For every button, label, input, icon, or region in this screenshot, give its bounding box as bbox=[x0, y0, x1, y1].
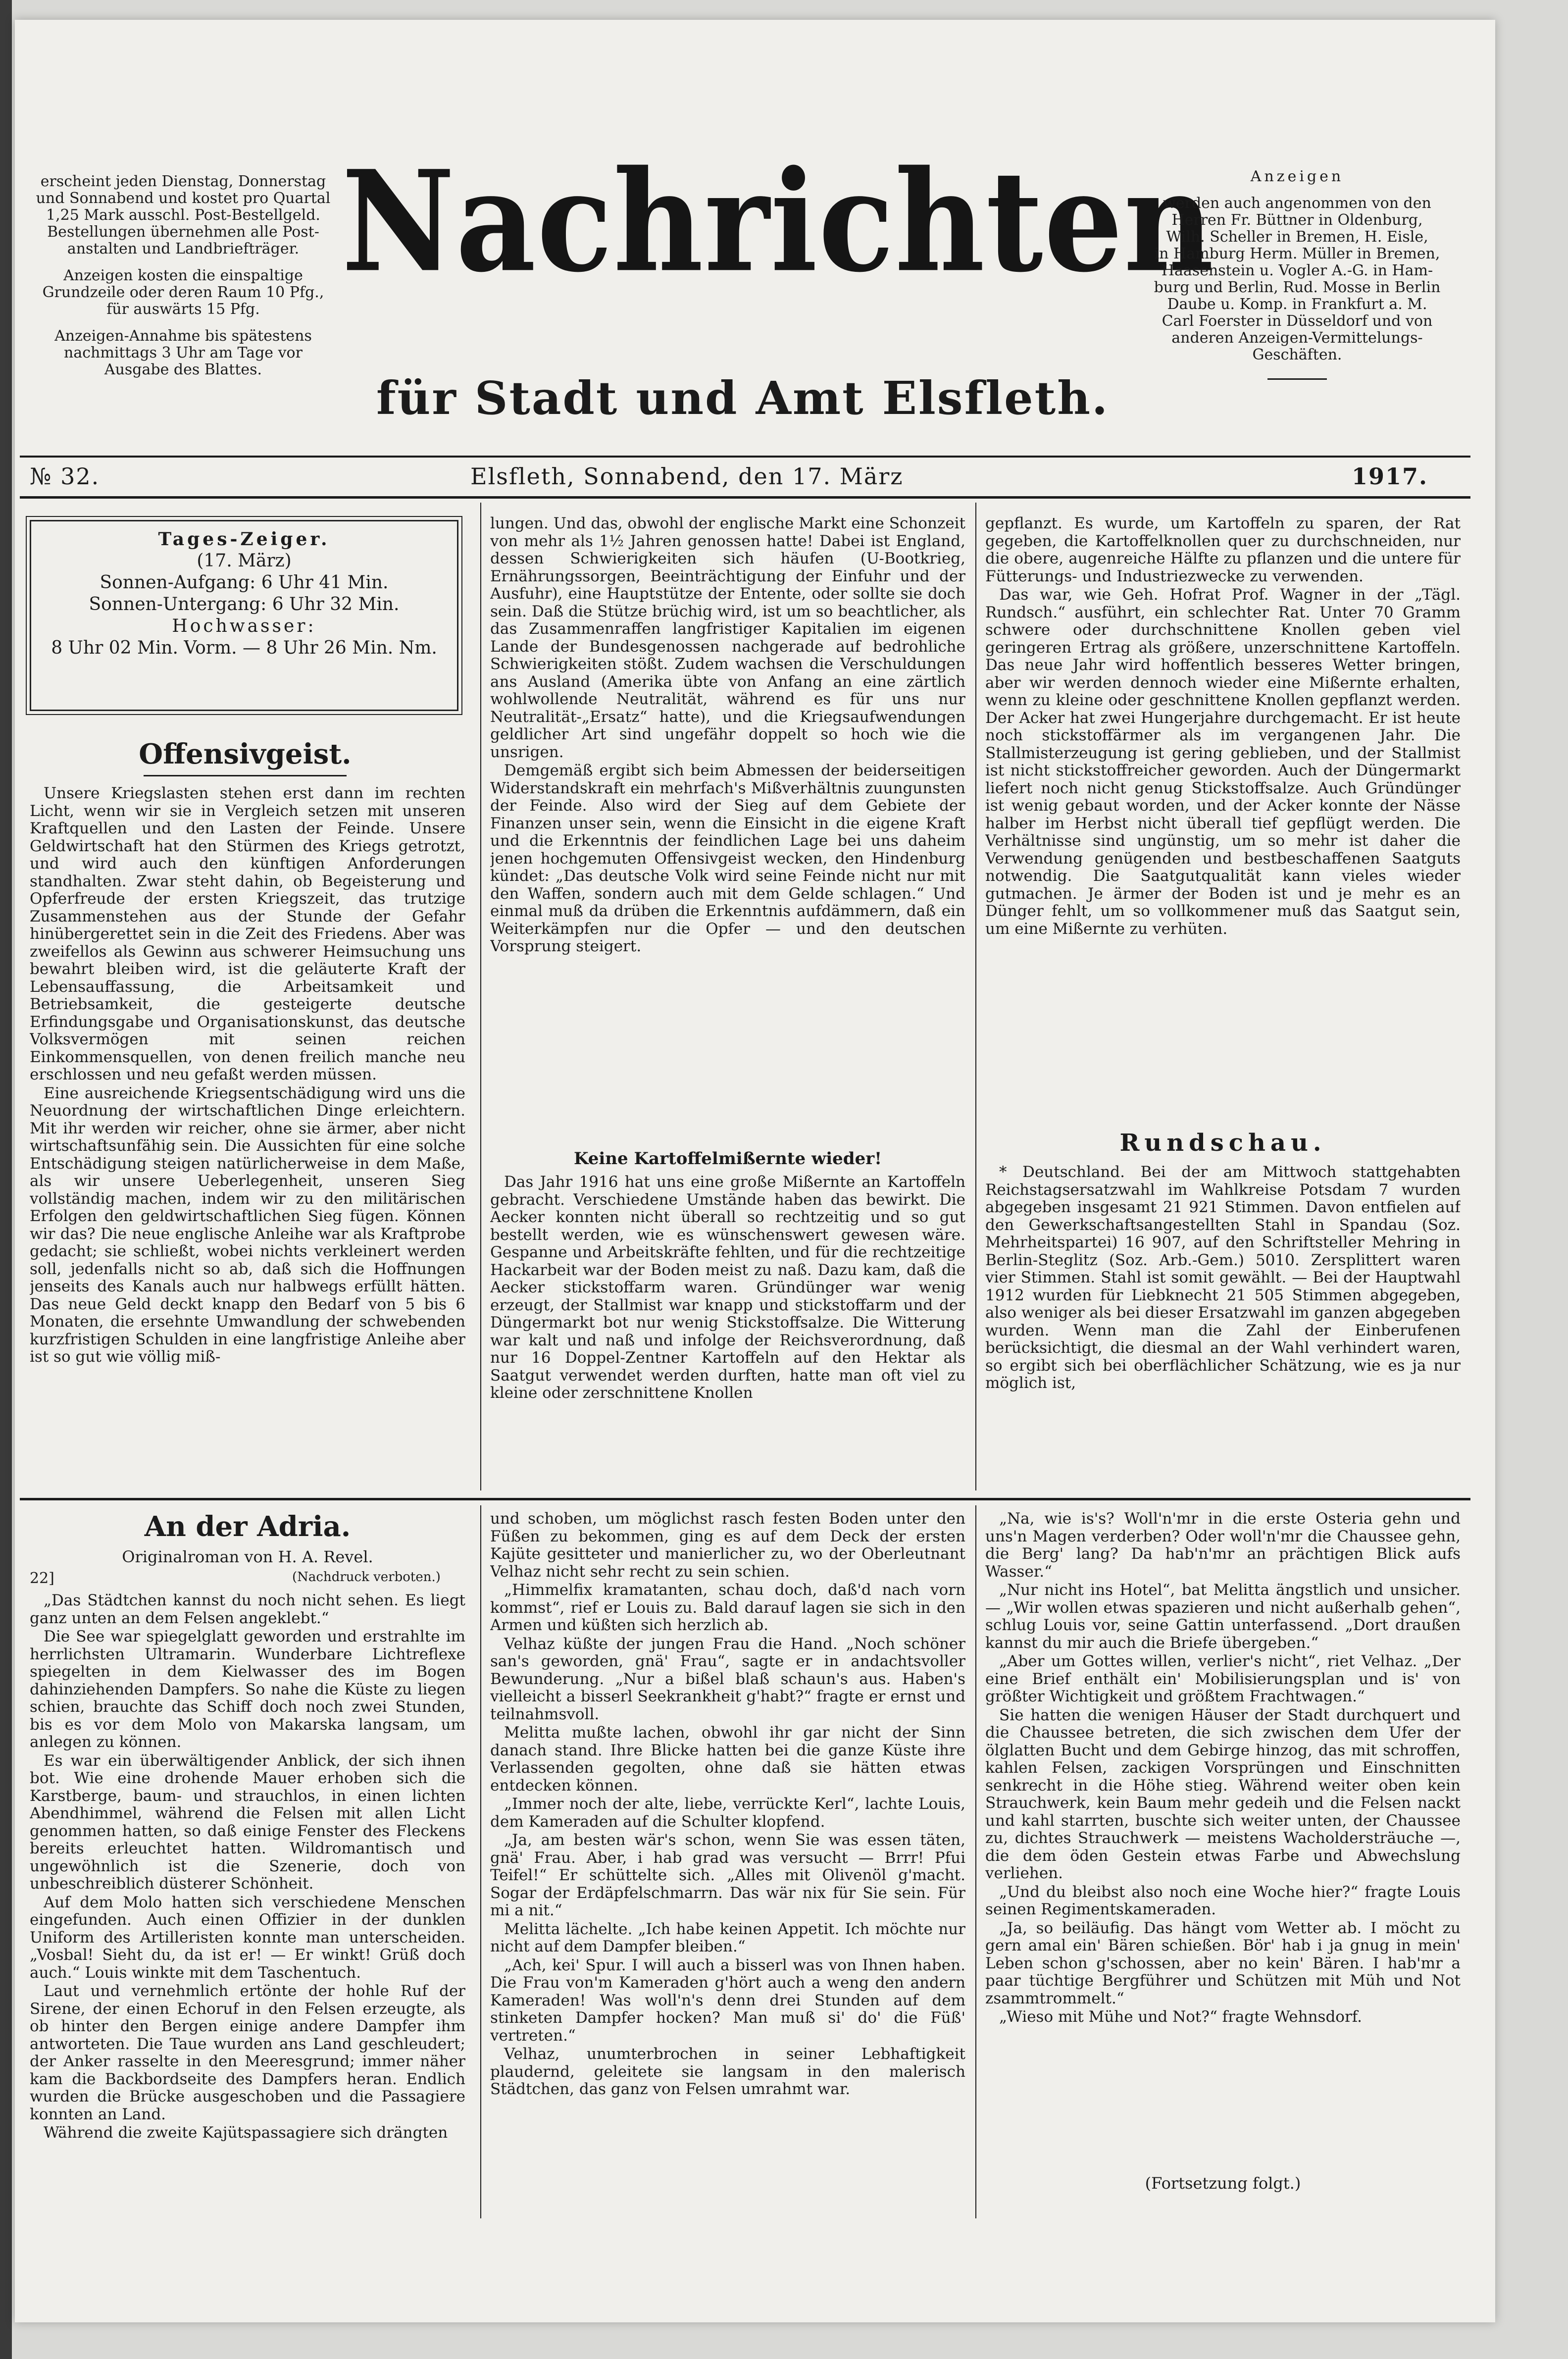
ear-line: Anzeigen kosten die einspaltige bbox=[63, 267, 303, 284]
paragraph: Velhaz küßte der jungen Frau die Hand. „Noch schöner san's geworden, gnä' Frau“, sagte er in andachtsvoller Bewunderung. „Nur a bißel blaß schaun's aus. Haben's vielleicht a bisserl Seekrankheit g'habt?“ fragte er ernst und teilnahmsvoll. bbox=[490, 1635, 965, 1723]
paragraph: lungen. Und das, obwohl der englische Markt eine Schonzeit von mehr als 1½ Jahren genossen hatte! Dabei ist England, dessen Schwierigkeiten sich häufen (U-Bootkrieg, Ernährungssorgen, Beeinträchtigung der Einfuhr und der Ausfuhr), eine Hauptstütze der Entente, oder sollte sie doch sein. Daß die Stütze brüchig wird, ist um so beachtlicher, als das Zusammenraffen langfristiger Kapitalien im eigenen Lande der Bundesgenossen nachgerade auf bedrohliche Schwierigkeiten stößt. Zudem wachsen die Verschuldungen ans Ausland (Amerika übte von Anfang an eine zärtlich wohlwollende Neutralität, während es für uns nur Neutralität-„Ersatz“ hatte), und die Kriegsaufwendungen geldlicher Art sind ungefähr doppelt so hoch wie die unsrigen. bbox=[490, 515, 965, 761]
ear-line: in Hamburg Herm. Müller in Bremen, bbox=[1154, 245, 1440, 262]
column-rule bbox=[480, 1505, 481, 2218]
dateline-bottom-rule bbox=[20, 496, 1470, 499]
almanac-tide: 8 Uhr 02 Min. Vorm. — 8 Uhr 26 Min. Nm. bbox=[51, 638, 437, 658]
paragraph: „Immer noch der alte, liebe, verrückte Kerl“, lachte Louis, dem Kameraden auf die Schulter klopfend. bbox=[490, 1795, 965, 1831]
ear-line: Carl Foerster in Düsseldorf und von bbox=[1162, 312, 1433, 330]
ear-line: Grundzeile oder deren Raum 10 Pfg., bbox=[42, 284, 324, 301]
paragraph: Das war, wie Geh. Hofrat Prof. Wagner in der „Tägl. Rundsch.“ ausführt, ein schlechter Rat. Unter 70 Gramm schwere oder durchschnittene Knollen geben viel geringeren Ertrag als größere, unzerschnittene Kartoffeln. Das neue Jahr wird hoffentlich besseres Wetter bringen, aber wir werden dennoch wieder eine Mißernte erhalten, wenn zu kleine oder geschnittene Knollen gepflanzt werden. Der Acker hat zwei Hungerjahre durchgemacht. Er ist heute noch stickstoffärmer als im vergangenen Jahr. Die Stallmisterzeugung ist gering geblieben, und der Stallmist ist nicht stickstoffreicher geworden. Auch der Düngermarkt liefert noch nicht genug Stickstoffsalze. Auch Gründünger ist wenig gebaut worden, und der Acker konnte der Nässe halber im Herbst nicht überall tief gepflügt werden. Die Verhältnisse sind ungünstig, um so mehr ist daher die Verwendung genügenden und bestbeschaffenen Saatguts notwendig. Die Saatgutqualität kann vieles wieder gutmachen. Je ärmer der Boden ist und je mehr es an Dünger fehlt, um so vollkommener muß das Saatgut sein, um eine Mißernte zu verhüten. bbox=[985, 586, 1461, 938]
feuilleton-rule bbox=[20, 1498, 1470, 1500]
ear-line: Haasenstein u. Vogler A.-G. in Ham- bbox=[1161, 262, 1433, 279]
title-underline bbox=[144, 775, 347, 776]
ear-line: werden auch angenommen von den bbox=[1163, 195, 1431, 212]
ear-line: für auswärts 15 Pfg. bbox=[106, 301, 260, 318]
divider bbox=[1267, 378, 1327, 380]
book-spine-edge bbox=[0, 0, 12, 2359]
paragraph: „Himmelfix kramatanten, schau doch, daß'd nach vorn kommst“, rief er Louis zu. Bald darauf lagen sie sich in den Armen und küßten sich herzlich ab. bbox=[490, 1581, 965, 1634]
paragraph: „Ach, kei' Spur. I will auch a bisserl was von Ihnen haben. Die Frau von'm Kameraden g'hört auch a weng den andern Kameraden! Was woll'n's denn drei Stunden auf dem stinketen Dampfer hocken? Man muß si' do' die Füß' vertreten.“ bbox=[490, 1956, 965, 2045]
ear-line: Herren Fr. Büttner in Oldenburg, bbox=[1171, 211, 1423, 229]
daily-almanac-box bbox=[30, 520, 458, 711]
almanac-sunrise: Sonnen-Aufgang: 6 Uhr 41 Min. bbox=[100, 572, 389, 593]
paragraph: Es war ein überwältigender Anblick, der sich ihnen bot. Wie eine drohende Mauer erhoben sich die Karstberge, baum- und strauchlos, in einen lichten Abendhimmel, während die Felsen mit allen Licht genommen hatten, so daß einige Fenster des Fleckens bereits erleuchtet hatten. Wildromantisch und ungewöhnlich ist die Szenerie, doch von unbeschreiblich düsterer Schönheit. bbox=[30, 1751, 465, 1893]
issue-number: № 32. bbox=[30, 463, 100, 490]
paragraph: Melitta lächelte. „Ich habe keinen Appetit. Ich möchte nur nicht auf dem Dampfer bleiben.“ bbox=[490, 1920, 965, 1955]
paragraph: „Und du bleibst also noch eine Woche hier?“ fragte Louis seinen Regimentskameraden. bbox=[985, 1883, 1461, 1918]
ear-heading: Anzeigen bbox=[1250, 168, 1344, 185]
issue-year: 1917. bbox=[1352, 463, 1428, 490]
article-continuation bbox=[985, 515, 1461, 1124]
paragraph: Das Jahr 1916 hat uns eine große Mißernte an Kartoffeln gebracht. Verschiedene Umstände haben das bewirkt. Die Aecker konnten nicht überall so rechtzeitig und so gut bestellt werden, wie es wünschenswert gewesen wäre. Gespanne und Arbeitskräfte fehlten, und für die rechtzeitige Hackarbeit war der Boden meist zu naß. Dazu kam, daß die Aecker stickstoffarm waren. Gründünger war wenig erzeugt, der Stallmist war knapp und stickstoffarm und der Düngermarkt bot nur wenig Stickstoffsalze. Die Witterung war kalt und naß und infolge der Reichsverordnung, daß nur 16 Doppel-Zentner Kartoffeln auf den Hektar als Saatgut verwendet werden durften, hatte man oft viel zu kleine oder zerschnittene Knollen bbox=[490, 1174, 965, 1402]
paragraph: „Ja, so beiläufig. Das hängt vom Wetter ab. I möcht zu gern amal ein' Bären schießen. Bör' hab i ja gnug in mein' Leben schon g'schossen, aber no kein' Bären. I hab'mr a paar tüchtige Bergführer und Schützen mit Müh und Not zsammtrommelt.“ bbox=[985, 1919, 1461, 2007]
ear-line: burg und Berlin, Rud. Mosse in Berlin bbox=[1154, 279, 1441, 296]
newspaper-page bbox=[15, 20, 1495, 2322]
ear-line: Wilh. Scheller in Bremen, H. Eisle, bbox=[1166, 228, 1428, 246]
ear-line: erscheint jeden Dienstag, Donnerstag bbox=[40, 173, 326, 190]
almanac-date: (17. März) bbox=[197, 551, 292, 571]
article-body bbox=[30, 785, 465, 1488]
almanac-tide-label: Hochwasser: bbox=[172, 616, 316, 636]
paragraph: Auf dem Molo hatten sich verschiedene Menschen eingefunden. Auch einen Offizier in der dunklen Uniform des Artilleristen konnte man unterscheiden. „Vosbal! Sieht du, da ist er! — Er winkt! Grüß doch auch.“ Louis winkte mit dem Taschentuch. bbox=[30, 1893, 465, 1982]
column-rule bbox=[975, 503, 976, 1490]
novel-body bbox=[30, 1592, 465, 2218]
ear-line: Daube u. Komp. in Frankfurt a. M. bbox=[1167, 296, 1427, 313]
ear-line: und Sonnabend und kostet pro Quartal bbox=[36, 190, 331, 207]
advertising-info bbox=[1139, 168, 1456, 380]
novel-body bbox=[490, 1510, 965, 2218]
paragraph: Die See war spiegelglatt geworden und erstrahlte im herrlichsten Ultramarin. Wunderbare Lichtreflexe spiegelten in dem Kielwasser des im Bogen dahinziehenden Dampfers. So nahe die Küste zu liegen schien, brauchte das Schiff doch noch zwei Stunden, bis es vor dem Molo von Makarska langsam, um anlegen zu können. bbox=[30, 1628, 465, 1751]
paragraph: Demgemäß ergibt sich beim Abmessen der beiderseitigen Widerstandskraft ein mehrfach's Mißverhältnis zuungunsten der Feinde. Also wird der Sieg auf dem Gebiete der Finanzen unser sein, wenn die Einsicht in die eigene Kraft und die Erkenntnis der feindlichen Lage bei uns daheim jenen hochgemuten Offensivgeist wecken, den Hindenburg kündet: „Das deutsche Volk wird seine Feinde nicht nur mit den Waffen, sondern auch mit dem Gelde schlagen.“ Und einmal muß da drüben die Erkenntnis aufdämmern, daß ein Weiterkämpfen nur die Opfer — und den deutschen Vorsprung steigert. bbox=[490, 762, 965, 955]
paragraph: „Na, wie is's? Woll'n'mr in die erste Osteria gehn und uns'n Magen verderben? Oder woll'n'mr die Chaussee gehn, die Berg' lang? Da hab'n'mr an prächtigen Blick aufs Wasser.“ bbox=[985, 1510, 1461, 1581]
paragraph: und schoben, um möglichst rasch festen Boden unter den Füßen zu bekommen, ging es auf dem Deck der ersten Kajüte gesitteter und manierlicher zu, wo der Oberleutnant Velhaz nicht sehr recht zu sein schien. bbox=[490, 1510, 965, 1581]
article-continuation bbox=[490, 515, 965, 1144]
paragraph: „Nur nicht ins Hotel“, bat Melitta ängstlich und unsicher. — „Wir wollen etwas spazieren und nicht außerhalb gehen“, schlug Louis vor, seine Gattin unterfassend. „Dort draußen kannst du mir auch die Briefe übergeben.“ bbox=[985, 1581, 1461, 1652]
ear-line: Anzeigen-Annahme bis spätestens bbox=[54, 327, 312, 345]
paragraph: Eine ausreichende Kriegsentschädigung wird uns die Neuordnung der wirtschaftlichen Dinge erleichtern. Mit ihr werden wir reicher, ohne sie ärmer, aber nicht wirtschaftsunfähig sein. Die Aussichten für eine solche Entschädigung steigen natürlicherweise in dem Maße, als wir unsere Ueberlegenheit, unseren Sieg vollständig machen, indem wir zu den militärischen Erfolgen den geldwirtschaftlichen Sieg fügen. Können wir das? Die neue englische Anleihe war als Kraftprobe gedacht; sie schließt, wobei nichts verkleinert werden soll, jedenfalls nicht so ab, daß sich die Hoffnungen jenseits des Kanals auch nur halbwegs erfüllt hätten. Das neue Geld deckt knapp den Bedarf von 5 bis 6 Monaten, die ersehnte Umwandlung der schwebenden kurzfristigen Schulden in eine langfristige Anleihe aber ist so gut wie völlig miß- bbox=[30, 1084, 465, 1366]
paragraph: * Deutschland. Bei der am Mittwoch stattgehabten Reichstagsersatzwahl im Wahlkreise Potsdam 7 wurden abgegeben insgesamt 21 921 Stimmen. Davon entfielen auf den Gewerkschaftsangestellten Stahl in Spandau (Soz. Mehrheitspartei) 16 907, auf den Schriftsteller Mehring in Berlin-Steglitz (Soz. Arb.-Gem.) 5010. Zersplittert waren vier Stimmen. Stahl ist somit gewählt. — Bei der Hauptwahl 1912 wurden für Liebknecht 21 505 Stimmen abgegeben, also weniger als bei dieser Ersatzwahl im ganzen abgegeben wurden. Wenn man die Zahl der Einberufenen berücksichtigt, die diesmal an der Wahl verhindert waren, so ergibt sich bei oberflächlicher Schätzung, wie es ja nur möglich ist, bbox=[985, 1164, 1461, 1392]
chapter-marker: 22] bbox=[30, 1570, 54, 1587]
novel-title: An der Adria. bbox=[144, 1510, 351, 1543]
continued-note: (Fortsetzung folgt.) bbox=[1145, 2174, 1301, 2193]
section-title: Rundschau. bbox=[1119, 1129, 1326, 1157]
column-rule bbox=[975, 1505, 976, 2218]
paragraph: Velhaz, unumterbrochen in seiner Lebhaftigkeit plaudernd, geleitete sie langsam in den malerisch Städtchen, das ganz von Felsen umrahmt war. bbox=[490, 2045, 965, 2098]
paragraph: Melitta mußte lachen, obwohl ihr gar nicht der Sinn danach stand. Ihre Blicke hatten bei die ganze Küste ihre Verlassenden gegolten, ohne daß sie hätten etwas entdecken können. bbox=[490, 1724, 965, 1795]
paragraph: „Aber um Gottes willen, verlier's nicht“, riet Velhaz. „Der eine Brief enthält ein' Mobilisierungsplan und is' von größter Wichtigkeit und größtem Frachtwagen.“ bbox=[985, 1652, 1461, 1705]
novel-byline: Originalroman von H. A. Revel. bbox=[122, 1547, 373, 1566]
ear-line: anderen Anzeigen-Vermittelungs- bbox=[1171, 329, 1423, 347]
article-title: Offensivgeist. bbox=[139, 738, 352, 770]
almanac-sunset: Sonnen-Untergang: 6 Uhr 32 Min. bbox=[89, 594, 400, 615]
paragraph: „Wieso mit Mühe und Not?“ fragte Wehnsdorf. bbox=[999, 2008, 1362, 2026]
ear-line: anstalten und Landbriefträger. bbox=[67, 240, 300, 257]
place-date: Elsfleth, Sonnabend, den 17. März bbox=[470, 463, 904, 490]
paragraph: Laut und vernehmlich ertönte der hohle Ruf der Sirene, der einen Echoruf in den Felsen erzeugte, als ob hinter den Bergen einige andere Dampfer ihm antworteten. Die Taue wurden ans Land geschleudert; der Anker rasselte in den Meeresgrund; immer näher kam die Backbordseite des Dampfers heran. Endlich wurden die Brücke ausgeschoben und die Passagiere konnten an Land. bbox=[30, 1982, 465, 2123]
paragraph: „Ja, am besten wär's schon, wenn Sie was essen täten, gnä' Frau. Aber, i hab grad was versucht — Brrr! Pfui Teifel!“ Er schüttelte sich. „Alles mit Olivenöl g'macht. Sogar der Erdäpfelschmarrn. Das wär nix für Sie sein. Für mi a nit.“ bbox=[490, 1831, 965, 1919]
ear-line: Geschäften. bbox=[1252, 346, 1342, 363]
ear-line: 1,25 Mark ausschl. Post-Bestellgeld. bbox=[46, 206, 320, 224]
ear-line: Bestellungen übernehmen alle Post- bbox=[47, 223, 319, 241]
ear-line: Ausgabe des Blattes. bbox=[104, 361, 262, 378]
paragraph: „Das Städtchen kannst du noch nicht sehen. Es liegt ganz unten an dem Felsen angeklebt.“ bbox=[30, 1592, 465, 1627]
column-rule bbox=[480, 503, 481, 1490]
novel-body bbox=[985, 1510, 1461, 2169]
masthead-subtitle: für Stadt und Amt Elsfleth. bbox=[376, 371, 1110, 425]
article-title: Keine Kartoffelmißernte wieder! bbox=[573, 1149, 882, 1169]
reprint-note: (Nachdruck verboten.) bbox=[292, 1570, 441, 1585]
ear-line: nachmittags 3 Uhr am Tage vor bbox=[64, 344, 303, 361]
news-body bbox=[985, 1164, 1461, 1490]
masthead-title: Nachrichten bbox=[342, 140, 1215, 303]
paragraph: Während die zweite Kajütspassagiere sich drängten bbox=[44, 2124, 448, 2142]
paragraph: Unsere Kriegslasten stehen erst dann im rechten Licht, wenn wir sie in Vergleich setzen mit unseren Kraftquellen und den Lasten der Feinde. Unsere Geldwirtschaft hat den Stürmen des Kriegs getrotzt, und wird auch den künftigen Anforderungen standhalten. Zwar steht dahin, ob Begeisterung und Opferfreude der ersten Kriegszeit, das trutzige Zusammenstehen aus der Stunde der Gefahr hinübergerettet sein in die Zeit des Friedens. Aber was zweifellos als Gewinn aus schwerer Heimsuchung uns bewahrt bleiben wird, ist die geläuterte Kraft der Lebensauffassung, die Arbeitsamkeit und Betriebsamkeit, die gesteigerte deutsche Erfindungsgabe und Organisationskunst, das deutsche Volksvermögen mit seinen reichen Einkommensquellen, von denen freilich manche neu erschlossen und neu gefaßt werden müssen. bbox=[30, 785, 465, 1083]
paragraph: Sie hatten die wenigen Häuser der Stadt durchquert und die Chaussee betreten, die sich zwischen dem Ufer der ölglatten Bucht und dem Gebirge hinzog, das mit schroffen, kahlen Felsen, zackigen Vorsprüngen und Einschnitten senkrecht in die Höhe stieg. Während weiter oben kein Strauchwerk, kein Baum mehr gedeih und die Felsen nackt und kahl starrten, buschte sich weiter unten, der Chaussee zu, dichtes Strauchwerk — meistens Wacholdersträuche —, die dem öden Gestein etwas Farbe und Abwechslung verliehen. bbox=[985, 1706, 1461, 1882]
paragraph: gepflanzt. Es wurde, um Kartoffeln zu sparen, der Rat gegeben, die Kartoffelknollen quer zu durchschneiden, nur die obere, augenreiche Hälfte zu pflanzen und die untere für Fütterungs- und Industriezwecke zu verwenden. bbox=[985, 515, 1461, 585]
dateline-top-rule bbox=[20, 456, 1470, 458]
article-body bbox=[490, 1174, 965, 1490]
almanac-title: Tages-Zeiger. bbox=[158, 529, 330, 550]
subscription-info bbox=[25, 173, 342, 378]
